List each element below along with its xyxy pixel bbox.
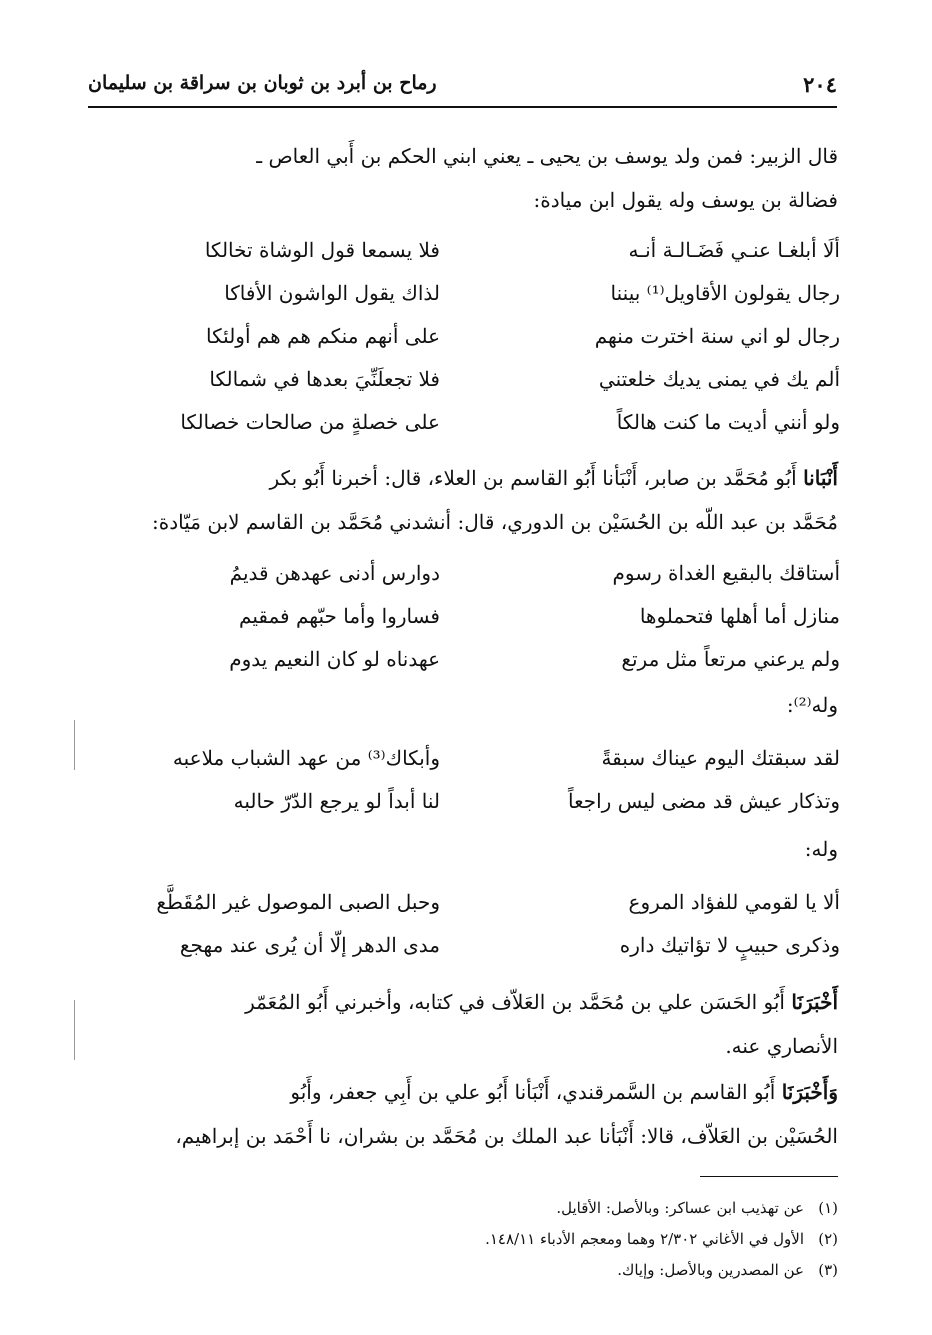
verse-second-hemistich: فلا تجعلَنِّيَ بعدها في شمالكا: [209, 367, 440, 391]
footnote-text: عن تهذيب ابن عساكر: وبالأصل: الأقايل.: [556, 1199, 804, 1217]
verse-line: [130, 316, 840, 356]
paragraph-wa-akhbarana: [92, 1070, 838, 1158]
verse-line: [130, 738, 840, 778]
paragraph-line: أَنْبَانا أَبُو مُحَمَّد بن صابر، أَنْبَأنا أَبُو القاسم بن العلاء، قال: أخبرنا أَبُو بكر: [269, 466, 838, 490]
paragraph-line: الأنصاري عنه.: [725, 1034, 838, 1058]
paragraph-akhbarana: [92, 980, 838, 1068]
paragraph-line: فضالة بن يوسف وله يقول ابن ميادة:: [533, 188, 838, 212]
verse-first-hemistich: ألا يا لقومي للفؤاد المروع: [628, 890, 840, 914]
poem-label: وله:: [804, 837, 838, 861]
verse-second-hemistich: عهدناه لو كان النعيم يدوم: [229, 647, 440, 671]
verse-line: [92, 925, 840, 965]
verse-first-hemistich: وذكرى حبيبٍ لا تؤاتيك داره: [619, 933, 840, 957]
footnote-rule: [700, 1176, 838, 1177]
paragraph-line: الحُسَيْن بن العَلاّف، قالا: أَنْبَأنا عبد الملك بن مُحَمَّد بن بشران، نا أَحْمَد بن إبراهيم،: [175, 1124, 838, 1148]
verse-second-hemistich: لذاك يقول الواشون الأفاكا: [224, 281, 440, 305]
lead-word: أَخْبَرَنَا: [791, 990, 838, 1014]
verse-first-hemistich: رجال يقولون الأقاويل⁽¹⁾ بيننا: [610, 281, 840, 305]
verse-line: [130, 230, 840, 270]
paragraph-line: مُحَمَّد بن عبد اللّه بن الحُسَيْن بن الدوري، قال: أنشدني مُحَمَّد بن القاسم لابن مَيّادة:: [152, 510, 838, 534]
verse-first-hemistich: منازل أما أهلها فتحملوها: [639, 604, 840, 628]
paragraph-line: قال الزبير: فمن ولد يوسف بن يحيى ـ يعني ابني الحكم بن أَبي العاص ـ: [256, 144, 838, 168]
poem-label: وله⁽²⁾:: [786, 693, 838, 717]
footnote: [180, 1194, 838, 1222]
verse-second-hemistich: وأبكاك⁽³⁾ من عهد الشباب ملاعبه: [172, 746, 440, 770]
verse-line: [130, 359, 840, 399]
verse-line: [130, 596, 840, 636]
lead-word: وَأَخْبَرَنَا: [781, 1080, 838, 1104]
verse-second-hemistich: دوارس أدنى عهدهن قديمُ: [229, 561, 440, 585]
verse-line: [130, 639, 840, 679]
verse-first-hemistich: ولو أنني أديت ما كنت هالكاً: [616, 410, 840, 434]
paragraph-line: أَخْبَرَنَا أَبُو الحَسَن علي بن مُحَمَّد بن العَلاّف في كتابه، وأخبرني أَبُو المُعَمّر: [245, 990, 838, 1014]
page-header: [88, 64, 837, 104]
verse-first-hemistich: لقد سبقتك اليوم عيناك سبقةً: [601, 746, 840, 770]
scan-margin-mark: [74, 720, 75, 770]
verse-line: [92, 882, 840, 922]
verse-first-hemistich: أستاقك بالبقيع الغداة رسوم: [612, 561, 840, 585]
paragraph-isnad: [92, 456, 838, 544]
verse-second-hemistich: مدى الدهر إلّا أن يُرى عند مهجع: [179, 933, 440, 957]
verse-second-hemistich: فساروا وأما حبّهم فمقيم: [239, 604, 440, 628]
verse-first-hemistich: ألم يك في يمنى يديك خلعتني: [598, 367, 840, 391]
verse-second-hemistich: لنا أبداً لو يرجع الدّرّ حالبه: [233, 789, 440, 813]
footnote-number: (٢): [818, 1230, 838, 1248]
footnote-text: الأول في الأغاني ٢/٣٠٢ وهما ومعجم الأدباء ١٤٨/١١.: [485, 1230, 804, 1248]
running-title: رماح بن أبرد بن ثوبان بن سراقة بن سليمان: [88, 72, 437, 94]
paragraph-intro: [92, 134, 838, 222]
footnote: [180, 1256, 838, 1284]
verse-second-hemistich: على أنهم منكم هم هم أولئكا: [206, 324, 440, 348]
verse-first-hemistich: رجال لو اني سنة اخترت منهم: [594, 324, 840, 348]
scan-margin-mark: [74, 1000, 75, 1060]
verse-second-hemistich: وحبل الصبى الموصول غير المُقَطَّع: [156, 890, 440, 914]
paragraph-line: وَأَخْبَرَنَا أَبُو القاسم بن السَّمرقندي، أَنْبَأنا أَبُو علي بن أَبِي جعفر، وأَبُو: [290, 1080, 838, 1104]
footnote-number: (١): [818, 1199, 838, 1217]
verse-first-hemistich: ألَا أبلغـا عنـي فَضَـالـة أنـه: [628, 238, 840, 262]
verse-line: [130, 553, 840, 593]
verse-line: [130, 402, 840, 442]
page-number: ٢٠٤: [803, 72, 837, 97]
verse-first-hemistich: ولم يرعني مرتعاً مثل مرتع: [621, 647, 840, 671]
verse-line: [130, 273, 840, 313]
footnote: [180, 1225, 838, 1253]
verse-second-hemistich: على خصلةٍ من صالحات خصالكا: [180, 410, 440, 434]
footnote-text: عن المصدرين وبالأصل: وإياك.: [617, 1261, 804, 1279]
footnote-number: (٣): [818, 1261, 838, 1279]
verse-second-hemistich: فلا يسمعا قول الوشاة تخالكا: [204, 238, 440, 262]
lead-word: أَنْبَانا: [803, 466, 838, 490]
header-rule: [88, 106, 837, 108]
verse-line: [130, 781, 840, 821]
verse-first-hemistich: وتذكار عيش قد مضى ليس راجعاً: [568, 789, 840, 813]
